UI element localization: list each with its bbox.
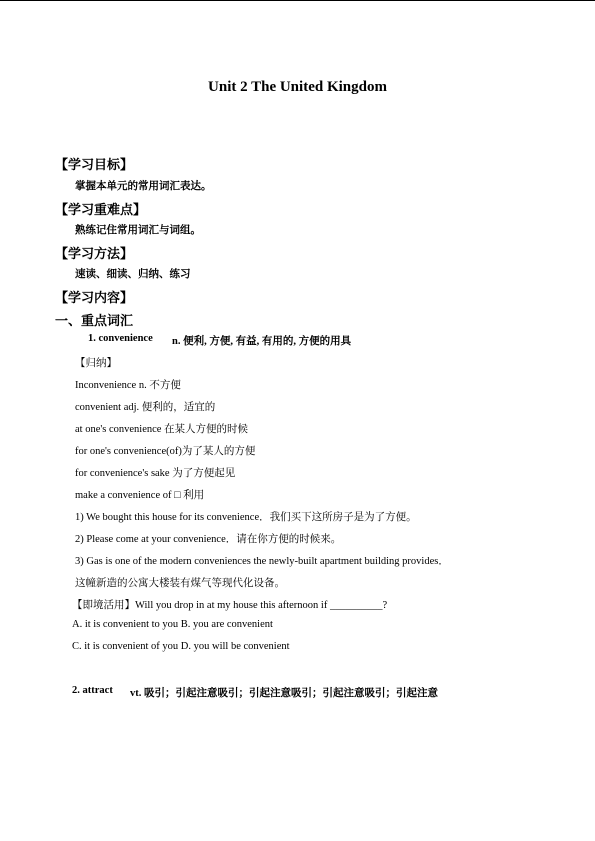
word1-head: 1. convenience [88,333,153,344]
word1-line-4: for convenience's sake 为了方便起见 [75,468,236,479]
content-header: 【学习内容】 [55,291,134,306]
goal-text: 掌握本单元的常用词汇表达。 [75,180,212,192]
word1-line-5: make a convenience of □ 利用 [75,490,205,501]
word1-meaning: n. 便利, 方便, 有益, 有用的, 方便的用具 [172,336,352,347]
word1-line-2: at one's convenience 在某人方便的时候 [75,424,249,435]
exercise-question: 【即境活用】Will you drop in at my house this afternoon if __________? [72,600,388,611]
example-2: 2) Please come at your convenience．请在你方便的时候来。 [75,534,342,545]
part1-header: 一、重点词汇 [55,314,134,329]
top-border-line [0,0,595,1]
example-3-translation: 这幢新造的公寓大楼装有煤气等现代化设备。 [75,578,285,589]
word1-line-3: for one's convenience(of)为了某人的方便 [75,446,256,457]
exercise-options-ab: A. it is convenient to you B. you are convenient [72,619,273,630]
method-header: 【学习方法】 [55,247,134,262]
summary-label: 【归纳】 [75,358,117,369]
word2-head: 2. attract [72,685,113,696]
example-3: 3) Gas is one of the modern conveniences the newly-built apartment building provides． [75,556,449,567]
page-title: Unit 2 The United Kingdom [208,79,387,95]
word1-line-1: convenient adj. 便利的，适宜的 [75,402,216,413]
exercise-options-cd: C. it is convenient of you D. you will be convenient [72,641,290,652]
word2-meaning: vt. 吸引；引起注意吸引；引起注意吸引；引起注意吸引；引起注意 [130,688,438,699]
method-text: 速读、细读、归纳、练习 [75,268,191,280]
example-1: 1) We bought this house for its convenience．我们买下这所房子是为了方便。 [75,512,417,523]
key-text: 熟练记住常用词汇与词组。 [75,224,201,236]
goal-header: 【学习目标】 [55,158,134,173]
key-header: 【学习重难点】 [55,203,147,218]
word1-line-0: Inconvenience n. 不方便 [75,380,181,391]
